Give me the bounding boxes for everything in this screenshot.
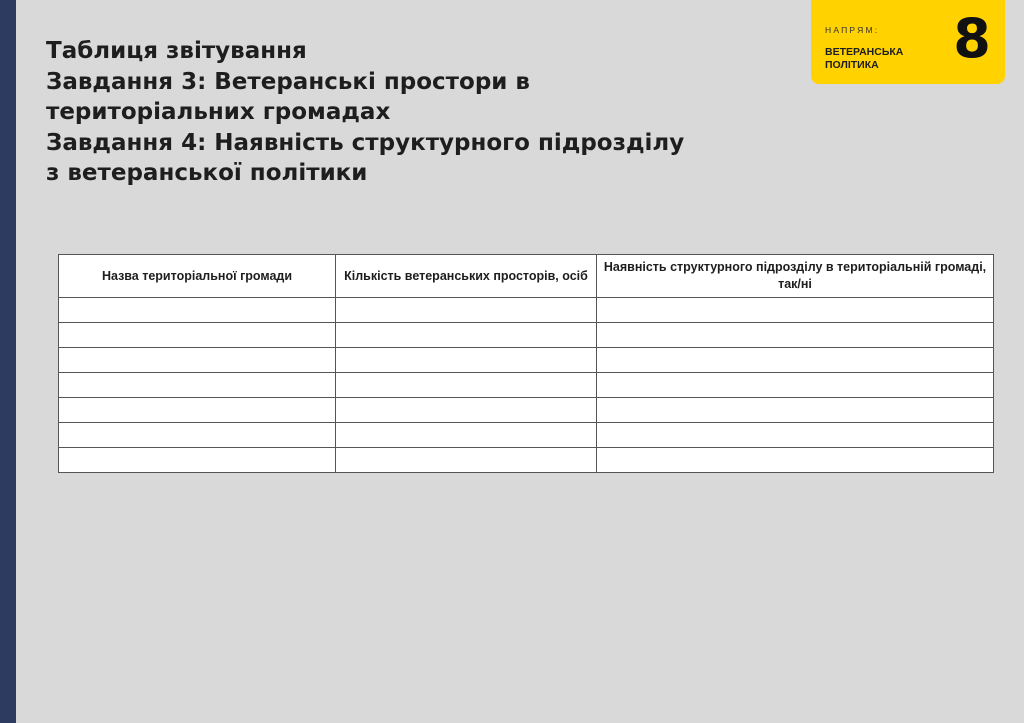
table-cell[interactable] <box>336 323 597 348</box>
title-line: територіальних громадах <box>46 99 391 125</box>
column-header-veteran-spaces: Кількість ветеранських просторів, осіб <box>336 255 597 298</box>
table-cell[interactable] <box>336 398 597 423</box>
table-cell[interactable] <box>59 348 336 373</box>
table-row <box>59 348 994 373</box>
title-line: Завдання 3: Ветеранські простори в <box>46 68 530 95</box>
table-row <box>59 398 994 423</box>
title-line: Таблиця звітування <box>46 38 307 64</box>
badge-number: 8 <box>953 7 991 70</box>
column-header-community-name: Назва територіальної громади <box>59 255 336 298</box>
table-cell[interactable] <box>59 298 336 323</box>
table-cell[interactable] <box>597 423 994 448</box>
badge-topic <box>825 46 935 72</box>
table-cell[interactable] <box>597 398 994 423</box>
table-cell[interactable] <box>597 448 994 473</box>
table-cell[interactable] <box>336 448 597 473</box>
table-cell[interactable] <box>59 398 336 423</box>
table-cell[interactable] <box>597 298 994 323</box>
table-cell[interactable] <box>336 348 597 373</box>
table-header-row <box>59 255 994 298</box>
table-cell[interactable] <box>597 323 994 348</box>
table-row <box>59 373 994 398</box>
table-cell[interactable] <box>336 373 597 398</box>
table-cell[interactable] <box>59 448 336 473</box>
table-cell[interactable] <box>336 298 597 323</box>
table-cell[interactable] <box>59 373 336 398</box>
title-line: з ветеранської політики <box>46 160 368 186</box>
badge-topic-line: ВЕТЕРАНСЬКА <box>825 46 904 58</box>
column-header-structural-unit: Наявність структурного підрозділу в територіальній громаді, так/ні <box>597 255 994 298</box>
left-accent-bar <box>0 0 16 723</box>
table-row <box>59 423 994 448</box>
table-cell[interactable] <box>597 348 994 373</box>
title-line: Завдання 4: Наявність структурного підрозділу <box>46 129 685 156</box>
table-cell[interactable] <box>59 323 336 348</box>
table-cell[interactable] <box>336 423 597 448</box>
badge-topic-line: ПОЛІТИКА <box>825 59 879 71</box>
table-cell[interactable] <box>59 423 336 448</box>
table-row <box>59 298 994 323</box>
table-cell[interactable] <box>597 373 994 398</box>
report-table <box>58 254 994 473</box>
table-row <box>59 448 994 473</box>
table-row <box>59 323 994 348</box>
direction-badge <box>811 0 1005 84</box>
page-title <box>46 36 806 189</box>
badge-label: НАПРЯМ: <box>825 25 880 35</box>
